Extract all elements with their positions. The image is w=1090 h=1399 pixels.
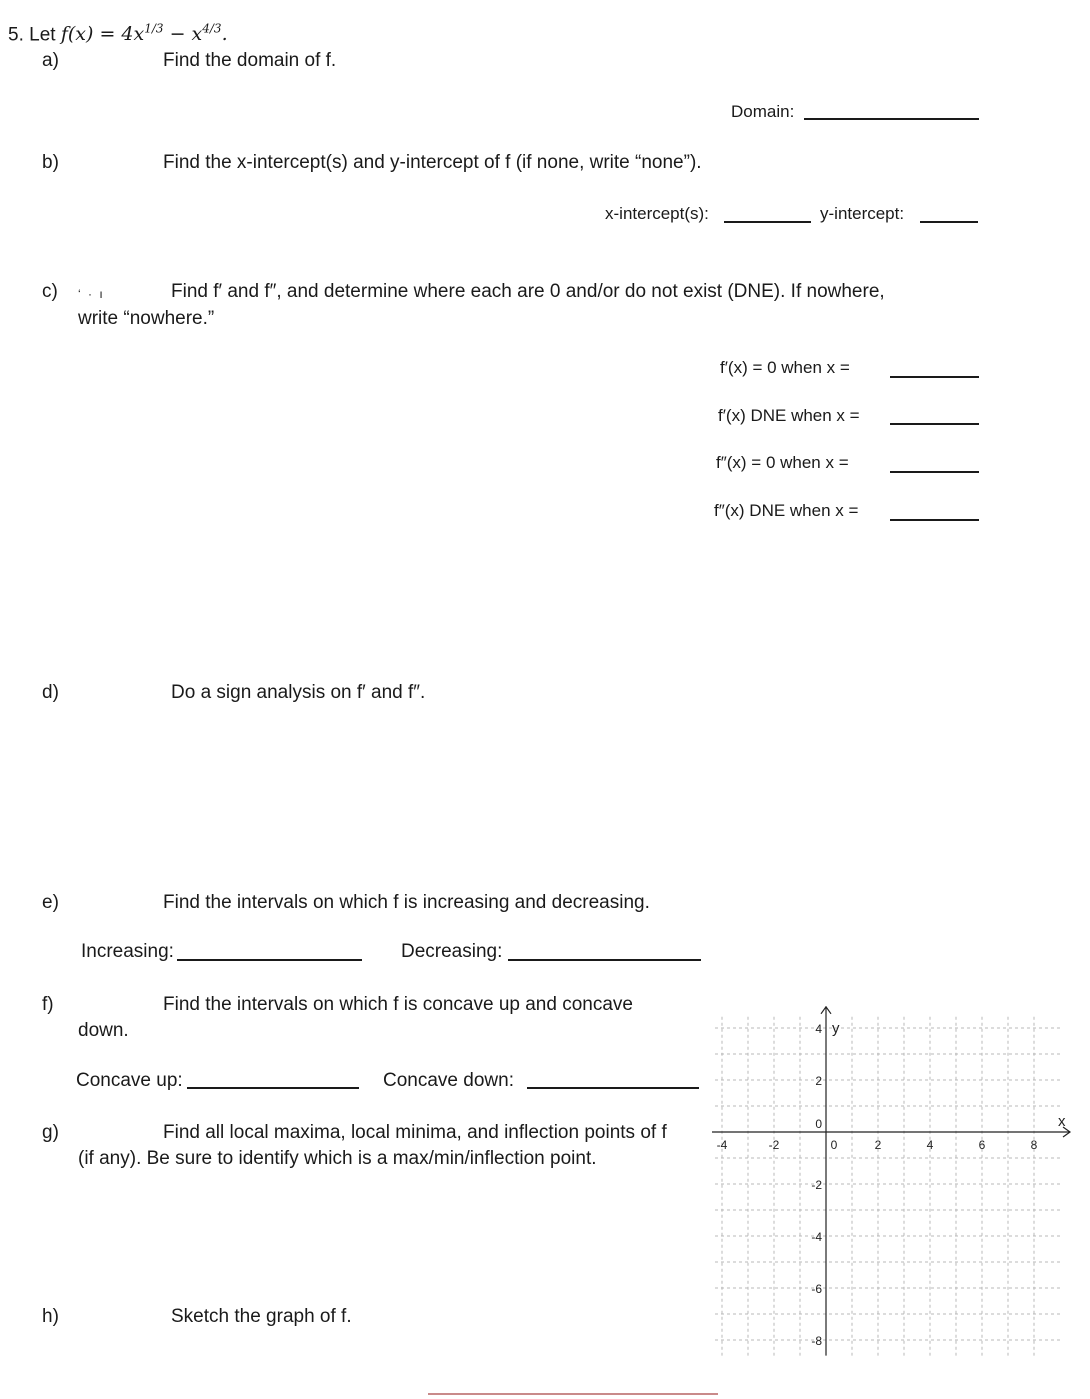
axes [712, 1007, 1070, 1356]
x-intercept-label: x-intercept(s): [605, 204, 709, 223]
increasing-label: Increasing: [81, 941, 174, 962]
fprime-zero-answer-line[interactable] [890, 376, 979, 378]
y-intercept-answer-line[interactable] [920, 221, 978, 223]
intro-func-text: f(x) = 4x [60, 23, 145, 46]
part-d-prompt: Do a sign analysis on f′ and f″. [171, 682, 426, 703]
concave-up-label: Concave up: [76, 1070, 183, 1091]
part-d-label: d) [42, 682, 59, 703]
intro-minus: − x [163, 23, 203, 46]
y-axis-label: y [832, 1020, 840, 1037]
x-intercept-answer-line[interactable] [724, 221, 811, 223]
part-b-prompt: Find the x-intercept(s) and y-intercept of f (if none, write “none”). [163, 152, 702, 173]
part-a-prompt: Find the domain of f. [163, 50, 337, 71]
part-e-prompt: Find the intervals on which f is increasing and decreasing. [163, 892, 650, 913]
part-c-marks: ‘ · ı [78, 287, 105, 301]
problem-intro [8, 22, 228, 46]
fdoubleprime-zero-answer-line[interactable] [890, 471, 979, 473]
x-axis-label: x [1058, 1113, 1066, 1130]
bottom-rule [428, 1393, 718, 1395]
fdoubleprime-dne-label: f″(x) DNE when x = [714, 501, 859, 520]
y-intercept-label: y-intercept: [820, 204, 905, 223]
intro-end: . [221, 23, 228, 46]
fdoubleprime-dne-answer-line[interactable] [890, 519, 979, 521]
fprime-dne-label: f′(x) DNE when x = [718, 406, 860, 425]
fdoubleprime-zero-label: f″(x) = 0 when x = [716, 453, 849, 472]
x-tick-label: 8 [1030, 1138, 1038, 1152]
y-tick-label: 4 [815, 1022, 822, 1036]
x-tick-label: 6 [978, 1138, 986, 1152]
x-tick-label: -2 [768, 1138, 780, 1152]
fprime-dne-answer-line[interactable] [890, 423, 979, 425]
part-f-prompt-line1: Find the intervals on which f is concave up and concave [163, 994, 633, 1015]
y-tick-label: -8 [811, 1334, 822, 1348]
x-tick-label: 4 [926, 1138, 934, 1152]
decreasing-answer-line[interactable] [508, 959, 701, 961]
intro-prefix: 5. Let [8, 24, 61, 46]
part-a-label: a) [42, 50, 59, 71]
grid-lines [712, 1017, 1060, 1356]
intro-exp1: 1/3 [144, 22, 164, 36]
part-h-prompt: Sketch the graph of f. [171, 1306, 352, 1327]
intro-function [61, 23, 228, 45]
domain-label: Domain: [731, 102, 795, 121]
y-tick-label: 2 [815, 1074, 822, 1088]
part-f-prompt-line2: down. [78, 1020, 129, 1041]
intro-exp2: 4/3 [202, 22, 222, 36]
part-g-prompt-line2: (if any). Be sure to identify which is a max/min/inflection point. [78, 1148, 597, 1169]
y-tick-label: 0 [815, 1117, 822, 1131]
y-tick-label: -6 [811, 1282, 822, 1296]
concave-up-answer-line[interactable] [187, 1087, 359, 1089]
sketch-grid[interactable] [712, 1006, 1082, 1366]
part-c-prompt-line2: write “nowhere.” [78, 308, 215, 329]
part-c-prompt-line1: Find f′ and f″, and determine where each are 0 and/or do not exist (DNE). If nowhere, [171, 281, 885, 302]
y-tick-label: -2 [811, 1178, 822, 1192]
x-tick-label: 2 [874, 1138, 882, 1152]
part-f-label: f) [42, 994, 54, 1015]
x-tick-label: -4 [716, 1138, 728, 1152]
part-h-label: h) [42, 1306, 59, 1327]
part-b-label: b) [42, 152, 59, 173]
increasing-answer-line[interactable] [177, 959, 362, 961]
y-tick-label: -4 [811, 1230, 822, 1244]
x-tick-label: 0 [830, 1138, 838, 1152]
part-g-prompt-line1: Find all local maxima, local minima, and inflection points of f [163, 1122, 667, 1143]
part-e-label: e) [42, 892, 59, 913]
domain-answer-line[interactable] [804, 118, 979, 120]
decreasing-label: Decreasing: [401, 941, 503, 962]
concave-down-answer-line[interactable] [527, 1087, 699, 1089]
concave-down-label: Concave down: [383, 1070, 514, 1091]
part-g-label: g) [42, 1122, 59, 1143]
part-c-label: c) [42, 281, 58, 302]
fprime-zero-label: f′(x) = 0 when x = [720, 358, 850, 377]
